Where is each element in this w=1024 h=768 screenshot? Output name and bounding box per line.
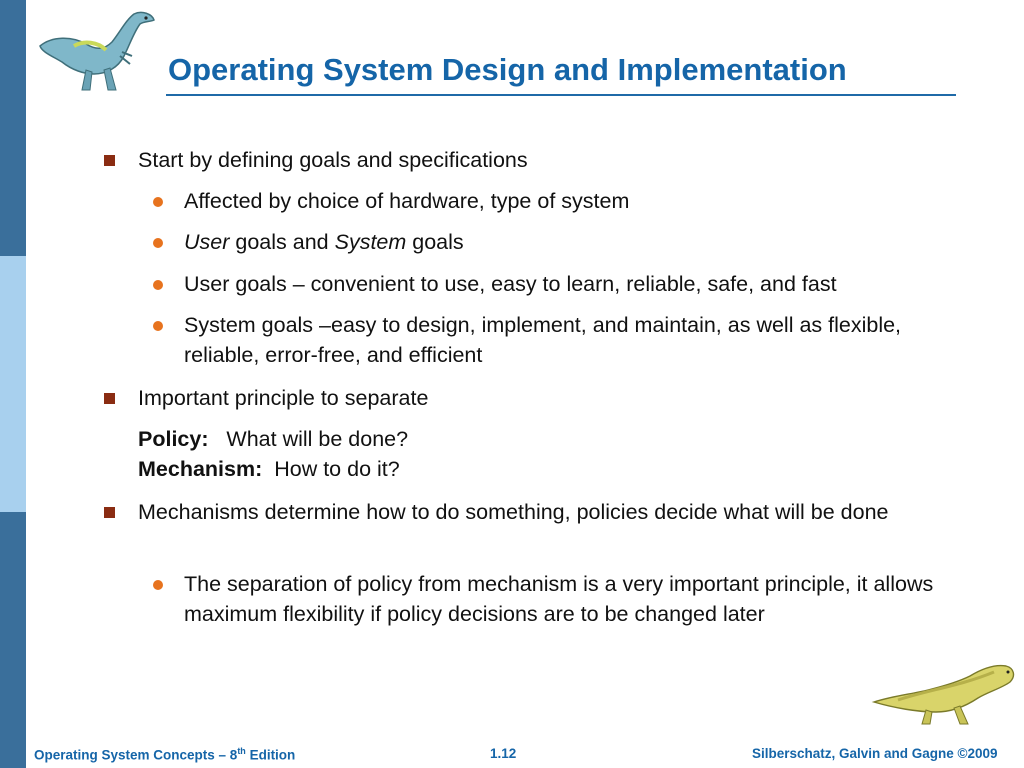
policy-line xyxy=(138,425,408,453)
square-bullet-icon xyxy=(104,155,115,166)
bullet-important-principle: Important principle to separate xyxy=(138,386,429,410)
subbullet-user-system-goals xyxy=(184,227,1004,257)
mechanism-text: How to do it? xyxy=(274,457,400,481)
footer-superscript: th xyxy=(237,746,246,756)
footer-book-title xyxy=(34,746,295,763)
footer-book-title-text: Operating System Concepts – 8 xyxy=(34,747,238,763)
goals-text: goals xyxy=(406,230,464,254)
round-bullet-icon xyxy=(153,321,163,331)
user-emphasis: User xyxy=(184,230,230,254)
round-bullet-icon xyxy=(153,280,163,290)
footer-authors: Silberschatz, Galvin and Gagne ©2009 xyxy=(752,746,998,761)
subbullet-affected-by-hardware: Affected by choice of hardware, type of system xyxy=(184,189,630,213)
subbullet-user-goals: User goals – convenient to use, easy to learn, reliable, safe, and fast xyxy=(184,272,837,296)
dinosaur-corner-icon xyxy=(868,656,1018,728)
mechanism-label: Mechanism: xyxy=(138,457,263,481)
policy-label: Policy: xyxy=(138,427,209,451)
policy-text: What will be done? xyxy=(226,427,409,451)
subbullet-system-goals: System goals –easy to design, implement, and maintain, as well as flexible, reliable, error-free, and efficient xyxy=(184,313,902,367)
round-bullet-icon xyxy=(153,238,163,248)
bullet-define-goals: Start by defining goals and specifications xyxy=(138,148,528,172)
subbullet-separation-principle: The separation of policy from mechanism is a very important principle, it allows maximum flexibility if policy decisions are to be changed later xyxy=(184,572,934,626)
bullet-mechanisms-policies: Mechanisms determine how to do something, policies decide what will be done xyxy=(138,500,889,524)
round-bullet-icon xyxy=(153,580,163,590)
footer-page-number: 1.12 xyxy=(490,746,517,761)
system-emphasis: System xyxy=(334,230,407,254)
footer-edition-text: Edition xyxy=(245,747,296,763)
goals-and-text: goals and xyxy=(229,230,335,254)
round-bullet-icon xyxy=(153,197,163,207)
square-bullet-icon xyxy=(104,393,115,404)
slide-title: Operating System Design and Implementation xyxy=(168,52,847,87)
square-bullet-icon xyxy=(104,507,115,518)
mechanism-line xyxy=(138,455,400,483)
